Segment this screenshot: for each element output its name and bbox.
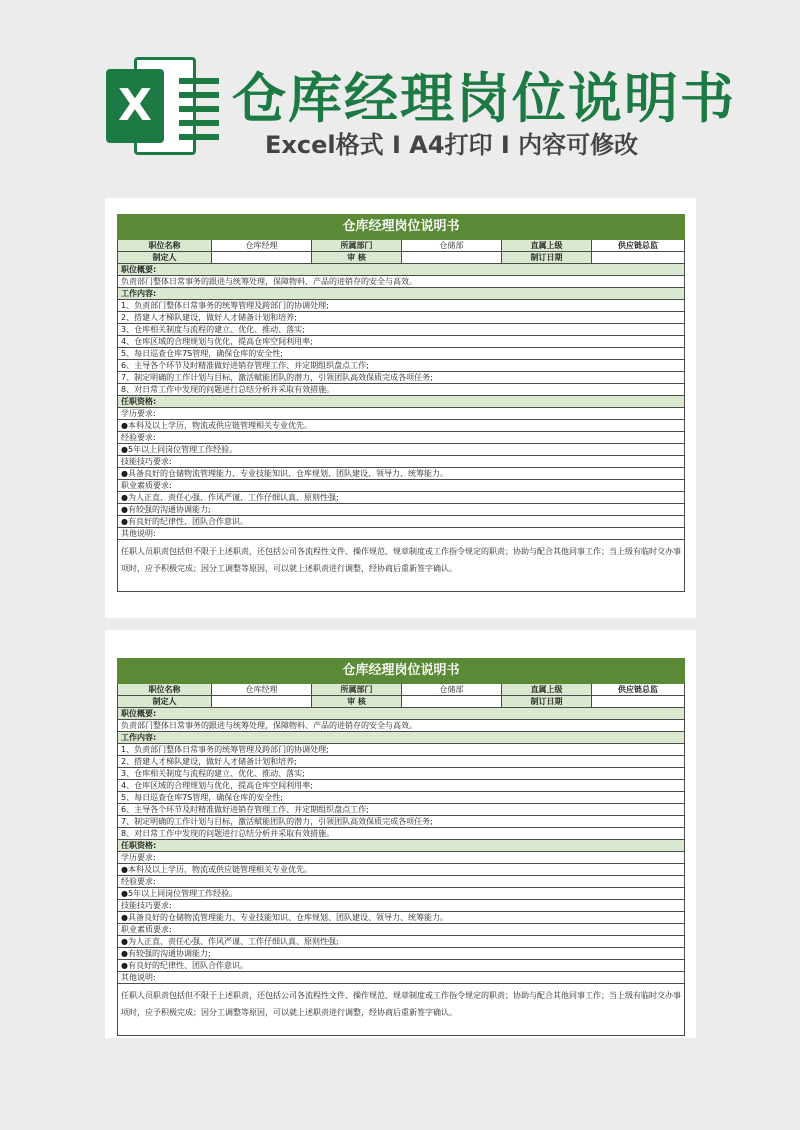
excel-logo-icon — [106, 57, 196, 155]
skill-text[interactable]: ●具备良好的仓储物流管理能力、专业技能知识、仓库规划、团队建设、领导力、统筹能力。 — [118, 912, 685, 924]
duty-item[interactable]: 4、仓库区域的合理规划与优化，提高仓库空间利用率; — [118, 336, 685, 348]
duty-item[interactable]: 4、仓库区域的合理规划与优化，提高仓库空间利用率; — [118, 780, 685, 792]
quality-item[interactable]: ●为人正直、责任心强、作风严谨、工作仔细认真、原则性强; — [118, 936, 685, 948]
other-label: 其他说明: — [118, 972, 685, 984]
department-value[interactable]: 仓储部 — [402, 684, 502, 696]
duties-label: 工作内容: — [118, 732, 685, 744]
job-name-label: 职位名称 — [118, 684, 212, 696]
education-text[interactable]: ●本科及以上学历，物流或供应链管理相关专业优先。 — [118, 864, 685, 876]
duty-item[interactable]: 6、主导各个环节及时精准做好进销存管理工作、并定期组织盘点工作; — [118, 360, 685, 372]
job-name-value[interactable]: 仓库经理 — [212, 240, 312, 252]
author-value[interactable] — [212, 252, 312, 264]
job-description-table — [117, 658, 685, 1036]
job-name-label: 职位名称 — [118, 240, 212, 252]
duty-item[interactable]: 2、搭建人才梯队建设，做好人才储备计划和培养; — [118, 312, 685, 324]
education-text[interactable]: ●本科及以上学历，物流或供应链管理相关专业优先。 — [118, 420, 685, 432]
date-label: 制订日期 — [502, 252, 592, 264]
other-text[interactable]: 任职人员职责包括但不限于上述职责，还包括公司各流程性文件、操作规范、规章制度或工作指令规定的职责；协助与配合其他同事工作；当上级有临时交办事项时，应予积极完成；因分工调整等原因，可以就上述职责进行调整，经协商后重新签字确认。 — [118, 984, 685, 1036]
overview-text[interactable]: 负责部门整体日常事务的跟进与统筹处理，保障物料、产品的进销存的安全与高效。 — [118, 276, 685, 288]
superior-label: 直属上级 — [502, 240, 592, 252]
duty-item[interactable]: 1、负责部门整体日常事务的统筹管理及跨部门的协调处理; — [118, 744, 685, 756]
superior-value[interactable]: 供应链总监 — [592, 684, 685, 696]
banner-title: 仓库经理岗位说明书 — [232, 67, 736, 130]
duty-item[interactable]: 7、制定明确的工作计划与目标，激活赋能团队的潜力，引领团队高效保质完成各项任务; — [118, 816, 685, 828]
duty-item[interactable]: 8、对日常工作中发现的问题进行总结分析并采取有效措施。 — [118, 384, 685, 396]
job-description-table — [117, 214, 685, 592]
quality-item[interactable]: ●为人正直、责任心强、作风严谨、工作仔细认真、原则性强; — [118, 492, 685, 504]
table-title: 仓库经理岗位说明书 — [118, 215, 685, 240]
overview-label: 职位概要: — [118, 264, 685, 276]
department-value[interactable]: 仓储部 — [402, 240, 502, 252]
experience-label: 经验要求: — [118, 876, 685, 888]
date-value[interactable] — [592, 696, 685, 708]
overview-text[interactable]: 负责部门整体日常事务的跟进与统筹处理，保障物料、产品的进销存的安全与高效。 — [118, 720, 685, 732]
education-label: 学历要求: — [118, 408, 685, 420]
experience-label: 经验要求: — [118, 432, 685, 444]
reviewer-label: 审 核 — [312, 696, 402, 708]
duty-item[interactable]: 2、搭建人才梯队建设，做好人才储备计划和培养; — [118, 756, 685, 768]
experience-text[interactable]: ●5年以上同岗位管理工作经验。 — [118, 444, 685, 456]
skill-label: 技能技巧要求: — [118, 900, 685, 912]
superior-label: 直属上级 — [502, 684, 592, 696]
author-label: 制定人 — [118, 696, 212, 708]
department-label: 所属部门 — [312, 240, 402, 252]
duty-item[interactable]: 8、对日常工作中发现的问题进行总结分析并采取有效措施。 — [118, 828, 685, 840]
banner-subtitle: Excel格式 I A4打印 I 内容可修改 — [265, 131, 639, 159]
author-label: 制定人 — [118, 252, 212, 264]
quality-label: 职业素质要求: — [118, 480, 685, 492]
other-text[interactable]: 任职人员职责包括但不限于上述职责，还包括公司各流程性文件、操作规范、规章制度或工作指令规定的职责；协助与配合其他同事工作；当上级有临时交办事项时，应予积极完成；因分工调整等原因，可以就上述职责进行调整，经协商后重新签字确认。 — [118, 540, 685, 592]
quality-item[interactable]: ●有良好的纪律性、团队合作意识。 — [118, 960, 685, 972]
date-value[interactable] — [592, 252, 685, 264]
education-label: 学历要求: — [118, 852, 685, 864]
duty-item[interactable]: 5、每日巡查仓库7S管理，确保仓库的安全性; — [118, 792, 685, 804]
banner — [0, 0, 800, 190]
duty-item[interactable]: 7、制定明确的工作计划与目标，激活赋能团队的潜力，引领团队高效保质完成各项任务; — [118, 372, 685, 384]
duties-label: 工作内容: — [118, 288, 685, 300]
experience-text[interactable]: ●5年以上同岗位管理工作经验。 — [118, 888, 685, 900]
table-title: 仓库经理岗位说明书 — [118, 659, 685, 684]
other-label: 其他说明: — [118, 528, 685, 540]
job-name-value[interactable]: 仓库经理 — [212, 684, 312, 696]
excel-logo-letter: X — [106, 69, 164, 143]
qualification-label: 任职资格: — [118, 840, 685, 852]
document-page-1 — [105, 198, 696, 618]
document-page-2 — [105, 630, 696, 1038]
quality-item[interactable]: ●有较强的沟通协调能力; — [118, 948, 685, 960]
reviewer-value[interactable] — [402, 252, 502, 264]
quality-label: 职业素质要求: — [118, 924, 685, 936]
date-label: 制订日期 — [502, 696, 592, 708]
skill-text[interactable]: ●具备良好的仓储物流管理能力、专业技能知识、仓库规划、团队建设、领导力、统筹能力。 — [118, 468, 685, 480]
department-label: 所属部门 — [312, 684, 402, 696]
superior-value[interactable]: 供应链总监 — [592, 240, 685, 252]
duty-item[interactable]: 6、主导各个环节及时精准做好进销存管理工作、并定期组织盘点工作; — [118, 804, 685, 816]
author-value[interactable] — [212, 696, 312, 708]
qualification-label: 任职资格: — [118, 396, 685, 408]
duty-item[interactable]: 3、仓库相关制度与流程的建立、优化、推动、落实; — [118, 324, 685, 336]
reviewer-value[interactable] — [402, 696, 502, 708]
quality-item[interactable]: ●有较强的沟通协调能力; — [118, 504, 685, 516]
quality-item[interactable]: ●有良好的纪律性、团队合作意识。 — [118, 516, 685, 528]
duty-item[interactable]: 3、仓库相关制度与流程的建立、优化、推动、落实; — [118, 768, 685, 780]
overview-label: 职位概要: — [118, 708, 685, 720]
reviewer-label: 审 核 — [312, 252, 402, 264]
duty-item[interactable]: 5、每日巡查仓库7S管理，确保仓库的安全性; — [118, 348, 685, 360]
duty-item[interactable]: 1、负责部门整体日常事务的统筹管理及跨部门的协调处理; — [118, 300, 685, 312]
skill-label: 技能技巧要求: — [118, 456, 685, 468]
